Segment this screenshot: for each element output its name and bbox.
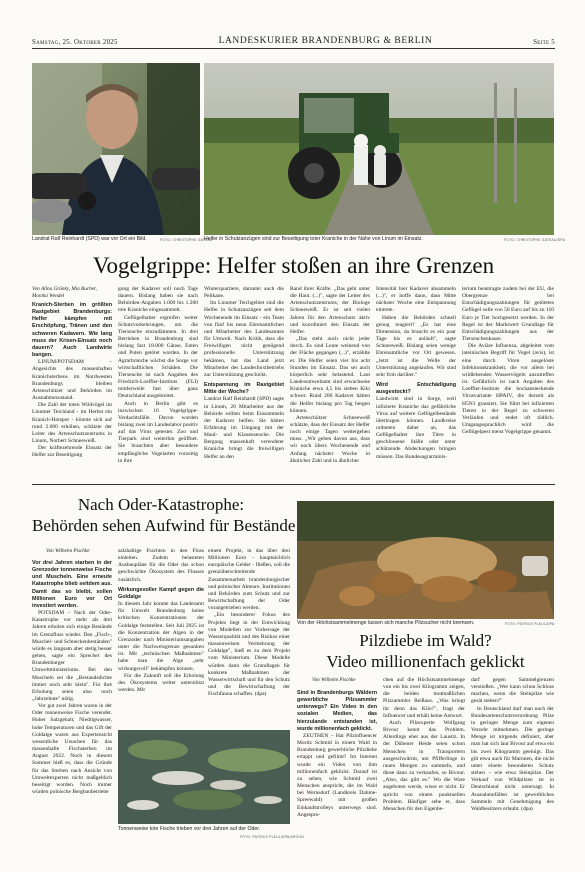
article1-subheading: Wird Entschädigung ausgestockt?	[376, 382, 456, 396]
article2-headline-line2: Behörden sehen Aufwind für Bestände	[32, 516, 296, 535]
article3-paragraph: ZEUTHEN – Hat Pilzinfluencer Moritz Schmid in einem Wald in Brandenburg gewerbliche Pilzdiebe ertappt und gefilmt? Im Internet wurde ein Video von ihm millionenfach geklickt. Darauf ist zu sehen, wie Schmid zwei Menschen anspricht, die im Wald bei Wernsdorf (Landkreis Dahme-Spreewald) mit großen Einkaufstrolleys unterwegs sind. Angespro-	[297, 732, 377, 818]
photo-helpers-caption: Helfer in Schutzanzügen sind zur Beseitigung toter Kraniche in der Nähe von Linum im Einsatz.	[204, 236, 423, 242]
article3-column-1	[297, 690, 377, 855]
article2-paragraph: In diesem Jahr konnte das Landesamt für Umwelt Brandenburg keine kritischen Konzentrationen der Goldalge feststellen. Seit Juli 2025 ist die Konzentration der Algen in der Grenzoder nach Ministeriumsangaben unter die Nachweisgrenze gesunken ist. Mit „technischen Maßnahmen" habe man die Alge „sehr wirkungsvoll" bekämpfen können.	[118, 601, 204, 672]
issue-date: Samstag, 25. Oktober 2025	[32, 39, 118, 46]
article1-column-6	[462, 286, 554, 472]
article1-paragraph: Im Linumer Teichgebiet sind die Helfer in Schutzanzügen seit dem Wochenende im Einsatz - ein Team von fünf bis neun Ehrenamtlichen und Mitarbeiter des Landesamtes für Umwelt. Nach Kritik, dass die Freiwilligen nicht genügend professionelle Unterstützung bekämen, hat das Land jetzt Mitarbeiter des Landesforstbetriebs zur Unterstützung geschickt.	[204, 300, 284, 378]
article2-column-3	[208, 548, 290, 726]
article3-paragraph: chen auf die Höchstsammelmenge von ein bis zwei Kilogramm zeigen, die beiden mutmaßlichen Pilzsammler Reißaus. „Was kriegt ihr denn das Kilo?", fragt der Influencer und erhält keine Antwort.	[383, 677, 465, 719]
article1-paragraph: Die Zahl der toten Wildvögel im Linumer Teichland - im Herbst ein Kranich-Hotspot - könnte sich auf rund 2.000 erhöhen, schätzte der Leiter des Artenschutzzentrums in Linum, Norbert Schneeweiß.	[32, 402, 112, 444]
article3-headline-line1: Pilzdiebe im Wald?	[359, 631, 492, 650]
article1-lead: Kranich-Sterben im größten Rastgebiet Brandenburgs: Helfer kämpfen mit Erschöpfung, Tränen und den schweren Kadavern. Wie lang muss der Krisen-Einsatz noch dauern? Auch Landwirte bangen.	[32, 302, 112, 359]
article2-paragraph: Vor gut zwei Jahren waren in der Oder tonnenweise Fische verendet. Hoher Salzgehalt, Niedrigwasser, hohe Temperaturen und das Gift der Goldalge waren aus Expertensicht wesentliche Ursachen für das massenhafte Fischsterben im August 2022. Noch in diesem Sommer hieß es, dass die Gründe für das Sterben nach Ansicht von Umweltexperten nicht maßgeblich beseitigt worden. Noch immer würden polnische Bergbaubetriebe	[32, 703, 112, 795]
article1-paragraph: Rand ihrer Kräfte. „Das geht unter die Haut. (...)", sagte der Leiter des Artenschutzzentrums, der Biologe Schneeweiß. Er ist seit vielen Jahren für den Artenschutz aktiv und koordiniert den Einsatz der Helfer.	[290, 286, 370, 335]
article1-paragraph: LINUM/POTSDAM – Angesichts des massenhaften Kranichsterbens im Nordwesten Brandenburgs bleiben Artenschützer und Behörden im Ausnahmezustand.	[32, 359, 112, 402]
article3-paragraph: darf gegen Sammelgrenzen verstießen. „Wer kann schon Schluss machen, wenn die Steinpilze wie gesät stehen?"	[471, 677, 554, 705]
article2-paragraph: einem Projekt, in das über drei Millionen Euro - hauptsächlich europäische Gelder - fließen, soll die grenzüberschreitende Zusammenarbeit brandenburgischer und polnischer Akteure, Institutionen und Behörden zum Schutz und zur Bewirtschaftung der Oder vorangetrieben werden.	[208, 548, 290, 612]
photo-dead-fish-caption: Tonnenweise tote Fische trieben vor drei Jahren auf der Oder.	[118, 826, 261, 832]
article2-paragraph: Für die Zukunft soll die Erholung des Ökosystems weiter unterstützt werden. Mit	[118, 672, 204, 693]
photo-landrat-credit: FOTO: CHRISTOPHE GATEAU	[160, 238, 213, 242]
article1-paragraph: Landwirte sind in Sorge, weil infizierte Kraniche das gefährliche Virus auf weitere Geflügelbestände übertragen können. Landkreise ordneten daher an, das Geflügelhalter ihre Tiere in geschlossene Ställe oder unter schützende Abdeckungen bringen müssen. Das Bundesagrarminis-	[376, 396, 456, 460]
article1-paragraph: Landrat Ralf Reinhardt (SPD) sagte in Linum, 20 Mitarbeiter aus der Behörde sollten beim Einsammeln der Kadaver helfen. Sie hätten Erfahrung im Umgang mit der Maul- und Klauenseuche. Die Bergung massenhaft verendeter Kraniche bringt die freiwilligen Helfer an den	[204, 396, 284, 460]
article1-paragraph: gung der Kadaver soll noch Tage dauern. Bislang haben sie nach Behörden-Angaben 1.000 bis 1.200 tote Kraniche eingesammelt.	[118, 286, 198, 314]
article1-column-4	[290, 286, 370, 472]
article1-paragraph: Artenschützer Schneeweiß schätzte, dass der Einsatz der Helfer noch einige Tagen weitergehen muss. „Wir gehen davon aus, dass wir noch übers Wochenende und Anfang nächster Woche in ähnlicher Zahl und in ähnlicher	[290, 414, 370, 464]
article1-headline: Vogelgrippe: Helfer stoßen an ihre Grenzen	[92, 253, 495, 278]
article1-column-2	[118, 286, 198, 472]
photo-mushrooms-credit: FOTO: PATRICK PLEUL/DPA	[505, 622, 555, 626]
article1-paragraph: Intensität hier Kadaver absammeln (...)", er hoffe dann, dass Mitte nächster Woche eine Entspannung eintrete.	[376, 286, 456, 314]
article2-lead: Vor drei Jahren starben in der Grenzoder tonnenweise Fische und Muscheln. Eine erneute Katastrophe blieb seitdem aus. Damit das so bleibt, sollen Millionen Euro vor Ort investiert werden.	[32, 560, 112, 609]
photo-helpers-credit: FOTO: CHRISTOPHE GATEAU/DPA	[504, 238, 566, 242]
newspaper-title: LANDESKURIER BRANDENBURG & BERLIN	[218, 36, 433, 46]
article1-paragraph: Auch in Berlin gibt es inzwischen 16 Vogelgrippe-Verdachtsfälle. Davon wurden bislang zwei im Landeslabor positiv auf das Virus getestet. Zoo und Tierpark sind weiterhin geöffnet. Sie brauchten aber besondere empfängliche Vogelarten vorzeitig in ihre	[118, 400, 198, 464]
article1-column-5	[376, 286, 456, 472]
article2-paragraph: „Ein besonderer Fokus des Projekts liegt in der Entwicklung von Modellen zur Vorhersage der Wasserqualität und des Risikos einer massenweisen Vermehrung der Goldalge", hieß es zu dem Projekt vom Ministerium. Diese Modelle würden dann die Grundlagen für konkrete Maßnahmen der Wasserwirtschaft und für den Schutz und die Bewirtschaftung der Fischfauna schaffen. (dpa)	[208, 612, 290, 698]
article1-paragraph: Die Aviäre Influenza, abgeleitet vom lateinischen Begriff für Vogel (avis), ist eine durch Viren ausgelöste Infektionskrankheit, die vor allem bei wildlebenden Wasservögeln anzutreffen ist. Gefährlich ist nach Angaben des Loeffler-Instituts die hochansteckende Virusvariante HPAIV, die derzeit als H5N1 grassiert. Sie führt bei infizierten Tieren in der Regel zu schweren Verläufen und endet oft tödlich. Umgangssprachlich wird die Geflügelpest meist Vogelgrippe genannt.	[462, 343, 554, 436]
article3-lead: Sind in Brandenburgs Wäldern gewerbliche Pilzsammler unterwegs? Ein Video in den sozialen Medien, das hierzulande entstanden ist, wurde millionenfach geklickt.	[297, 690, 377, 732]
article1-paragraph: terium beantragte zudem bei der EU, die Obergrenze bei Entschädigungszahlungen für getötetes Geflügel solle von 50 Euro auf bis zu 110 Euro je Tier hochgesetzt werden. In der Regel ist der Marktwert Grundlage für Entschädigungszahlungen aus der Tierseuchenkasse.	[462, 286, 554, 343]
article2-paragraph: POTSDAM – Nach der Oder-Katastrophe vor mehr als drei Jahren erholen sich einige Bestände im Grenzfluss wieder. Den „Fisch-, Muschel- und Schneckenbeständen" würde es langsam aber stetig besser gehen, sagte ein Sprecher des Brandenburger Umweltministeriums. Bei den Muscheln sei die „Bestandsdichte immer noch sehr klein". Für ihre Erholung seien also noch „Jahrzehnte" nötig.	[32, 610, 112, 702]
article3-paragraph: Auch Pilzexperte Wolfgang Bivour kennt das Problem. Allerdings eher aus der Lausitz. In der Dübener Heide seien schon Menschen in Transportern ausgeschwärmt, um Pfifferlinge in rauen Mengen zu sammeln, und diese dann zu verkaufen, so Bivour. „Also, das gibt es." Wo die Ware angeboten werde, wisse er nicht. Er spricht von einem punktuellen Problem. Häufiger sehe er, dass Menschen für den Eigenbe-	[383, 719, 465, 812]
article2-subheading: Wirkungsvoller Kampf gegen die Goldalge	[118, 586, 204, 600]
article2-byline: Von Wilhelm Pischke	[46, 548, 90, 554]
article2-column-2	[118, 548, 204, 726]
article1-column-1	[32, 302, 112, 472]
article2-headline-line1: Nach Oder-Katastrophe:	[77, 495, 245, 514]
photo-helpers-tractor	[204, 63, 554, 235]
photo-landrat	[32, 63, 200, 235]
article2-column-1	[32, 560, 112, 846]
article1-column-3	[204, 286, 284, 472]
photo-dead-fish-credit: FOTO: PATRICK PLEUL/DPA/ARCHIV	[240, 835, 305, 839]
article3-byline: Von Wilhelm Pischke	[312, 677, 356, 683]
article1-byline: Von Alina Grünky, Mia Bucher, Monika Wendel	[32, 286, 97, 299]
photo-mushrooms	[297, 501, 554, 619]
article1-subheading: Entspannung im Rastgebiet Mitte der Woche?	[204, 382, 284, 396]
article1-paragraph: Haben die Behörden schnell genug reagiert? „Es hat eine Dimension, da braucht es ein paar Tage bis es anläuft", sagte Schneeweiß. Bislang seien wenige Ehrenamtliche vor Ort gewesen. „Jetzt ist die Welle der Unterstützung angelaufen. Wir sind sehr froh darüber."	[376, 314, 456, 378]
header-rule	[32, 48, 555, 49]
article3-headline-line2: Video millionenfach geklickt	[326, 652, 525, 671]
article3-column-2	[383, 677, 465, 855]
article1-paragraph: Geflügelhalter ergreifen weiter Schutzvorkehrungen, um die Tierseuche einzudämmen. In drei Betrieben in Brandenburg sind bislang fast 18.000 Gänse, Enten und Puten getötet worden. In der Agrarbranche wächst die Sorge vor wirtschaftlichen Schäden. Die Tierseuche ist nach Angaben des Friedrich-Loeffler-Instituts (FLI) mittlerweile fast über ganz Deutschland ausgebreitet.	[118, 314, 198, 400]
article2-paragraph: salzhaltige Frachten in den Fluss einleiten. Zudem belasteten Ausbaupläne für die Oder das schon geschwächte Ökosystem des Flusses zusätzlich.	[118, 548, 204, 583]
article3-column-3	[471, 677, 554, 855]
photo-mushrooms-caption: Von der Höchstsammelmenge lassen sich manche Pilzsucher nicht bremsen.	[297, 620, 475, 626]
article1-paragraph: Der kräftezehrende Einsatz der Helfer zur Beseitigung	[32, 445, 112, 459]
page-header	[32, 30, 555, 46]
article3-paragraph: In Deutschland darf man nach der Bundesartenschutzverordnung Pilze in geringer Menge zum eigenen Verzehr mitnehmen. Die geringe Menge ist nirgends definiert, aber man hat sich laut Bivour auf etwa ein bis zwei Kilogramm geeinigt. Das gilt etwa auch für Maronen, die nicht unter einem besonderen Schutz stehen – wie etwa Steinpilze. Der Verkauf von Wildpilzen ist in Deutschland nicht untersagt. In Ausnahmefällen ist gewerbliches Sammeln mit Genehmigung des Waldbesitzers erlaubt. (dpa)	[471, 705, 554, 812]
section-rule	[32, 484, 555, 485]
article2-headline	[32, 494, 296, 536]
article1-paragraph: „Das steht auch nicht jeder durch. Es sind Leute weinend von der Fläche gegangen (...)", erzählte er. Die Helfer seien vier bis acht Stunden im Einsatz. Das sei auch körperlich sehr belastend. Laut Landesumweltamt sind erwachsene Kraniche etwa 4,5 bis sieben Kilo schwer. Rund 200 Kadaver hätten die Helfer bislang pro Tag bergen können.	[290, 336, 370, 414]
page-number: Seite 5	[533, 39, 555, 46]
article3-headline	[297, 630, 554, 672]
photo-landrat-caption: Landrat Ralf Reinhardt (SPD) war vor Ort ein Bild.	[32, 236, 147, 242]
article1-paragraph: Winterquartiere, darunter auch die Pelikane.	[204, 286, 284, 300]
photo-dead-fish	[118, 730, 290, 824]
